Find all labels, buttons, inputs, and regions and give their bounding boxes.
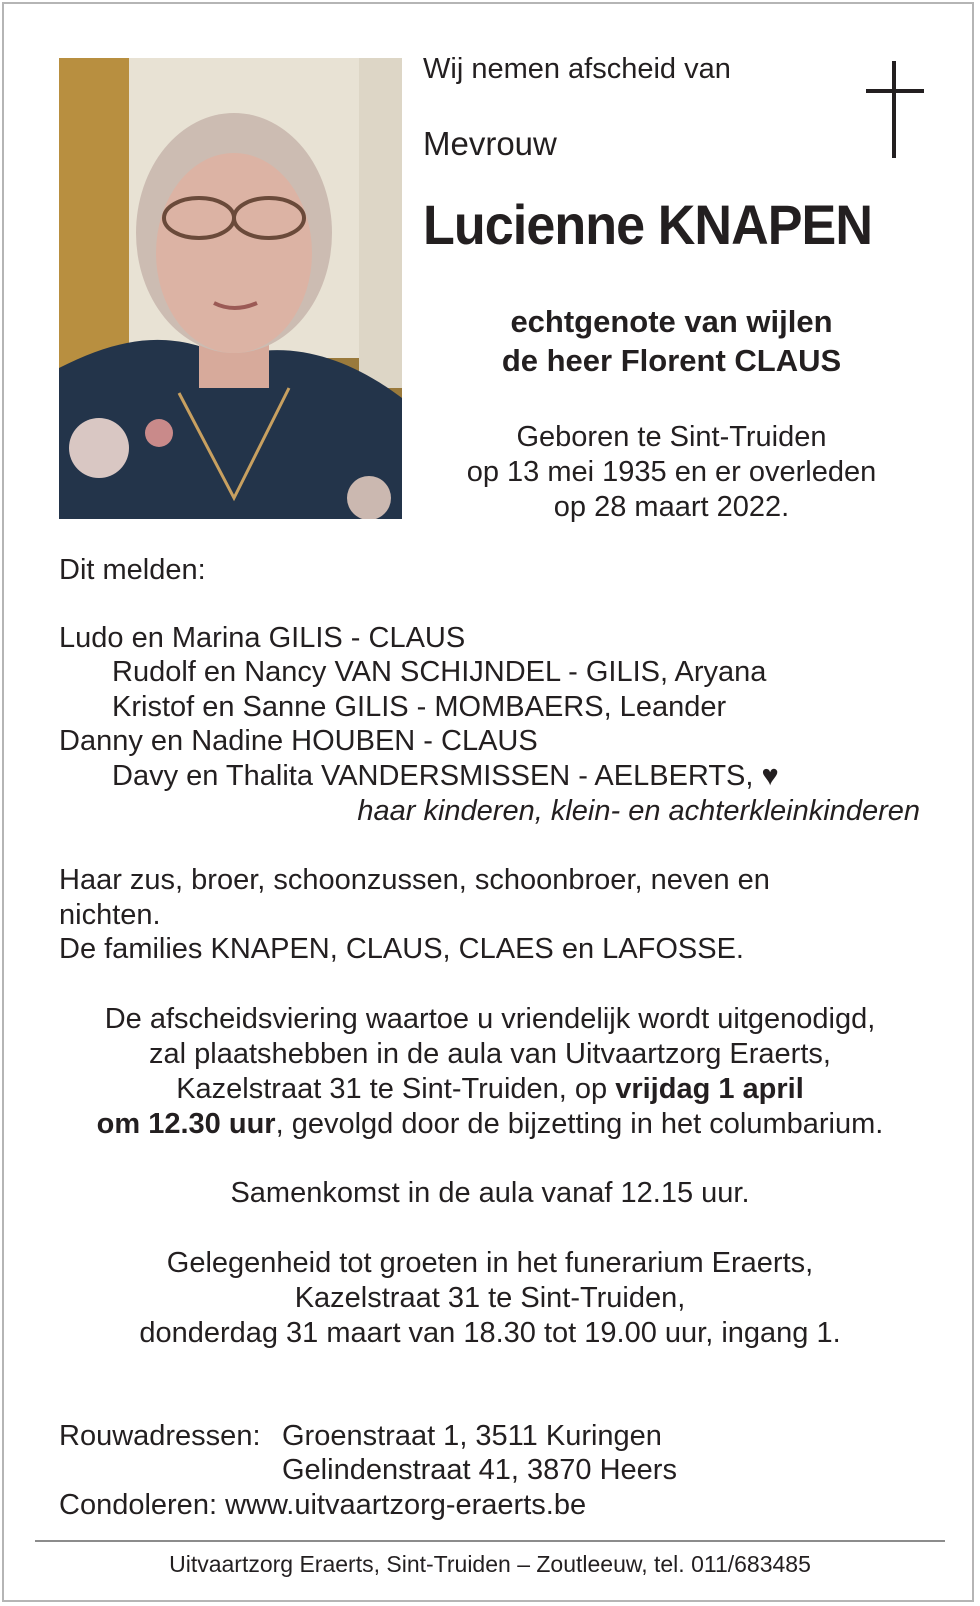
relatives-line-1: Haar zus, broer, schoonzussen, schoonbroer, neven en bbox=[59, 864, 770, 896]
cross-icon bbox=[866, 61, 924, 158]
honorific: Mevrouw bbox=[423, 125, 557, 162]
ceremony-time: om 12.30 uur bbox=[96, 1108, 276, 1140]
family-line: Kristof en Sanne GILIS - MOMBAERS, Leander bbox=[112, 691, 727, 723]
deceased-name: Lucienne KNAPEN bbox=[423, 193, 873, 256]
announcers-heading: Dit melden: bbox=[59, 554, 206, 586]
condolence-link[interactable]: www.uitvaartzorg-eraerts.be bbox=[225, 1489, 587, 1521]
visitation-line-3: donderdag 31 maart van 18.30 tot 19.00 uur, ingang 1. bbox=[139, 1317, 841, 1349]
spouse-line-2: de heer Florent CLAUS bbox=[501, 343, 842, 378]
footer-text: Uitvaartzorg Eraerts, Sint-Truiden – Zoutleeuw, tel. 011/683485 bbox=[169, 1551, 811, 1577]
ceremony-date: vrijdag 1 april bbox=[615, 1073, 804, 1105]
ceremony-interment: , gevolgd door de bijzetting in het columbarium. bbox=[275, 1108, 884, 1140]
birth-death-block bbox=[430, 420, 913, 525]
ceremony-line-4 bbox=[30, 1107, 950, 1142]
spouse-line-1: echtgenote van wijlen bbox=[510, 304, 833, 339]
mourning-address-1: Groenstraat 1, 3511 Kuringen bbox=[282, 1420, 662, 1452]
ceremony-location: Kazelstraat 31 te Sint-Truiden, op bbox=[176, 1073, 616, 1105]
mourning-address-2: Gelindenstraat 41, 3870 Heers bbox=[282, 1454, 677, 1486]
visitation-block bbox=[30, 1246, 950, 1351]
intro-text: Wij nemen afscheid van bbox=[423, 53, 731, 85]
gathering-line: Samenkomst in de aula vanaf 12.15 uur. bbox=[230, 1177, 750, 1209]
mourning-addresses-label: Rouwadressen: bbox=[59, 1420, 261, 1452]
family-line: Davy en Thalita VANDERSMISSEN - AELBERTS, ♥ bbox=[112, 760, 779, 792]
birth-line-2: op 13 mei 1935 en er overleden bbox=[466, 456, 877, 488]
visitation-line-1: Gelegenheid tot groeten in het funerarium Eraerts, bbox=[166, 1247, 814, 1279]
family-line: Ludo en Marina GILIS - CLAUS bbox=[59, 622, 466, 654]
family-line: Danny en Nadine HOUBEN - CLAUS bbox=[59, 725, 538, 757]
portrait-photo bbox=[59, 58, 402, 519]
ceremony-line-3 bbox=[30, 1072, 950, 1107]
visitation-line-2: Kazelstraat 31 te Sint-Truiden, bbox=[294, 1282, 686, 1314]
condolence-line bbox=[59, 1488, 586, 1522]
footer-divider bbox=[35, 1540, 945, 1542]
birth-line-1: Geboren te Sint-Truiden bbox=[516, 421, 827, 453]
families-line: De families KNAPEN, CLAUS, CLAES en LAFOSSE. bbox=[59, 933, 744, 965]
birth-line-3: op 28 maart 2022. bbox=[553, 491, 790, 523]
ceremony-block bbox=[30, 1002, 950, 1142]
ceremony-line-2: zal plaatshebben in de aula van Uitvaartzorg Eraerts, bbox=[149, 1038, 831, 1070]
condolence-label: Condoleren: bbox=[59, 1489, 217, 1521]
family-caption: haar kinderen, klein- en achterkleinkinderen bbox=[357, 795, 920, 827]
relatives-line-2: nichten. bbox=[59, 899, 161, 931]
spouse-block bbox=[430, 302, 913, 380]
family-line: Rudolf en Nancy VAN SCHIJNDEL - GILIS, Aryana bbox=[112, 656, 767, 688]
ceremony-line-1: De afscheidsviering waartoe u vriendelijk wordt uitgenodigd, bbox=[104, 1003, 876, 1035]
